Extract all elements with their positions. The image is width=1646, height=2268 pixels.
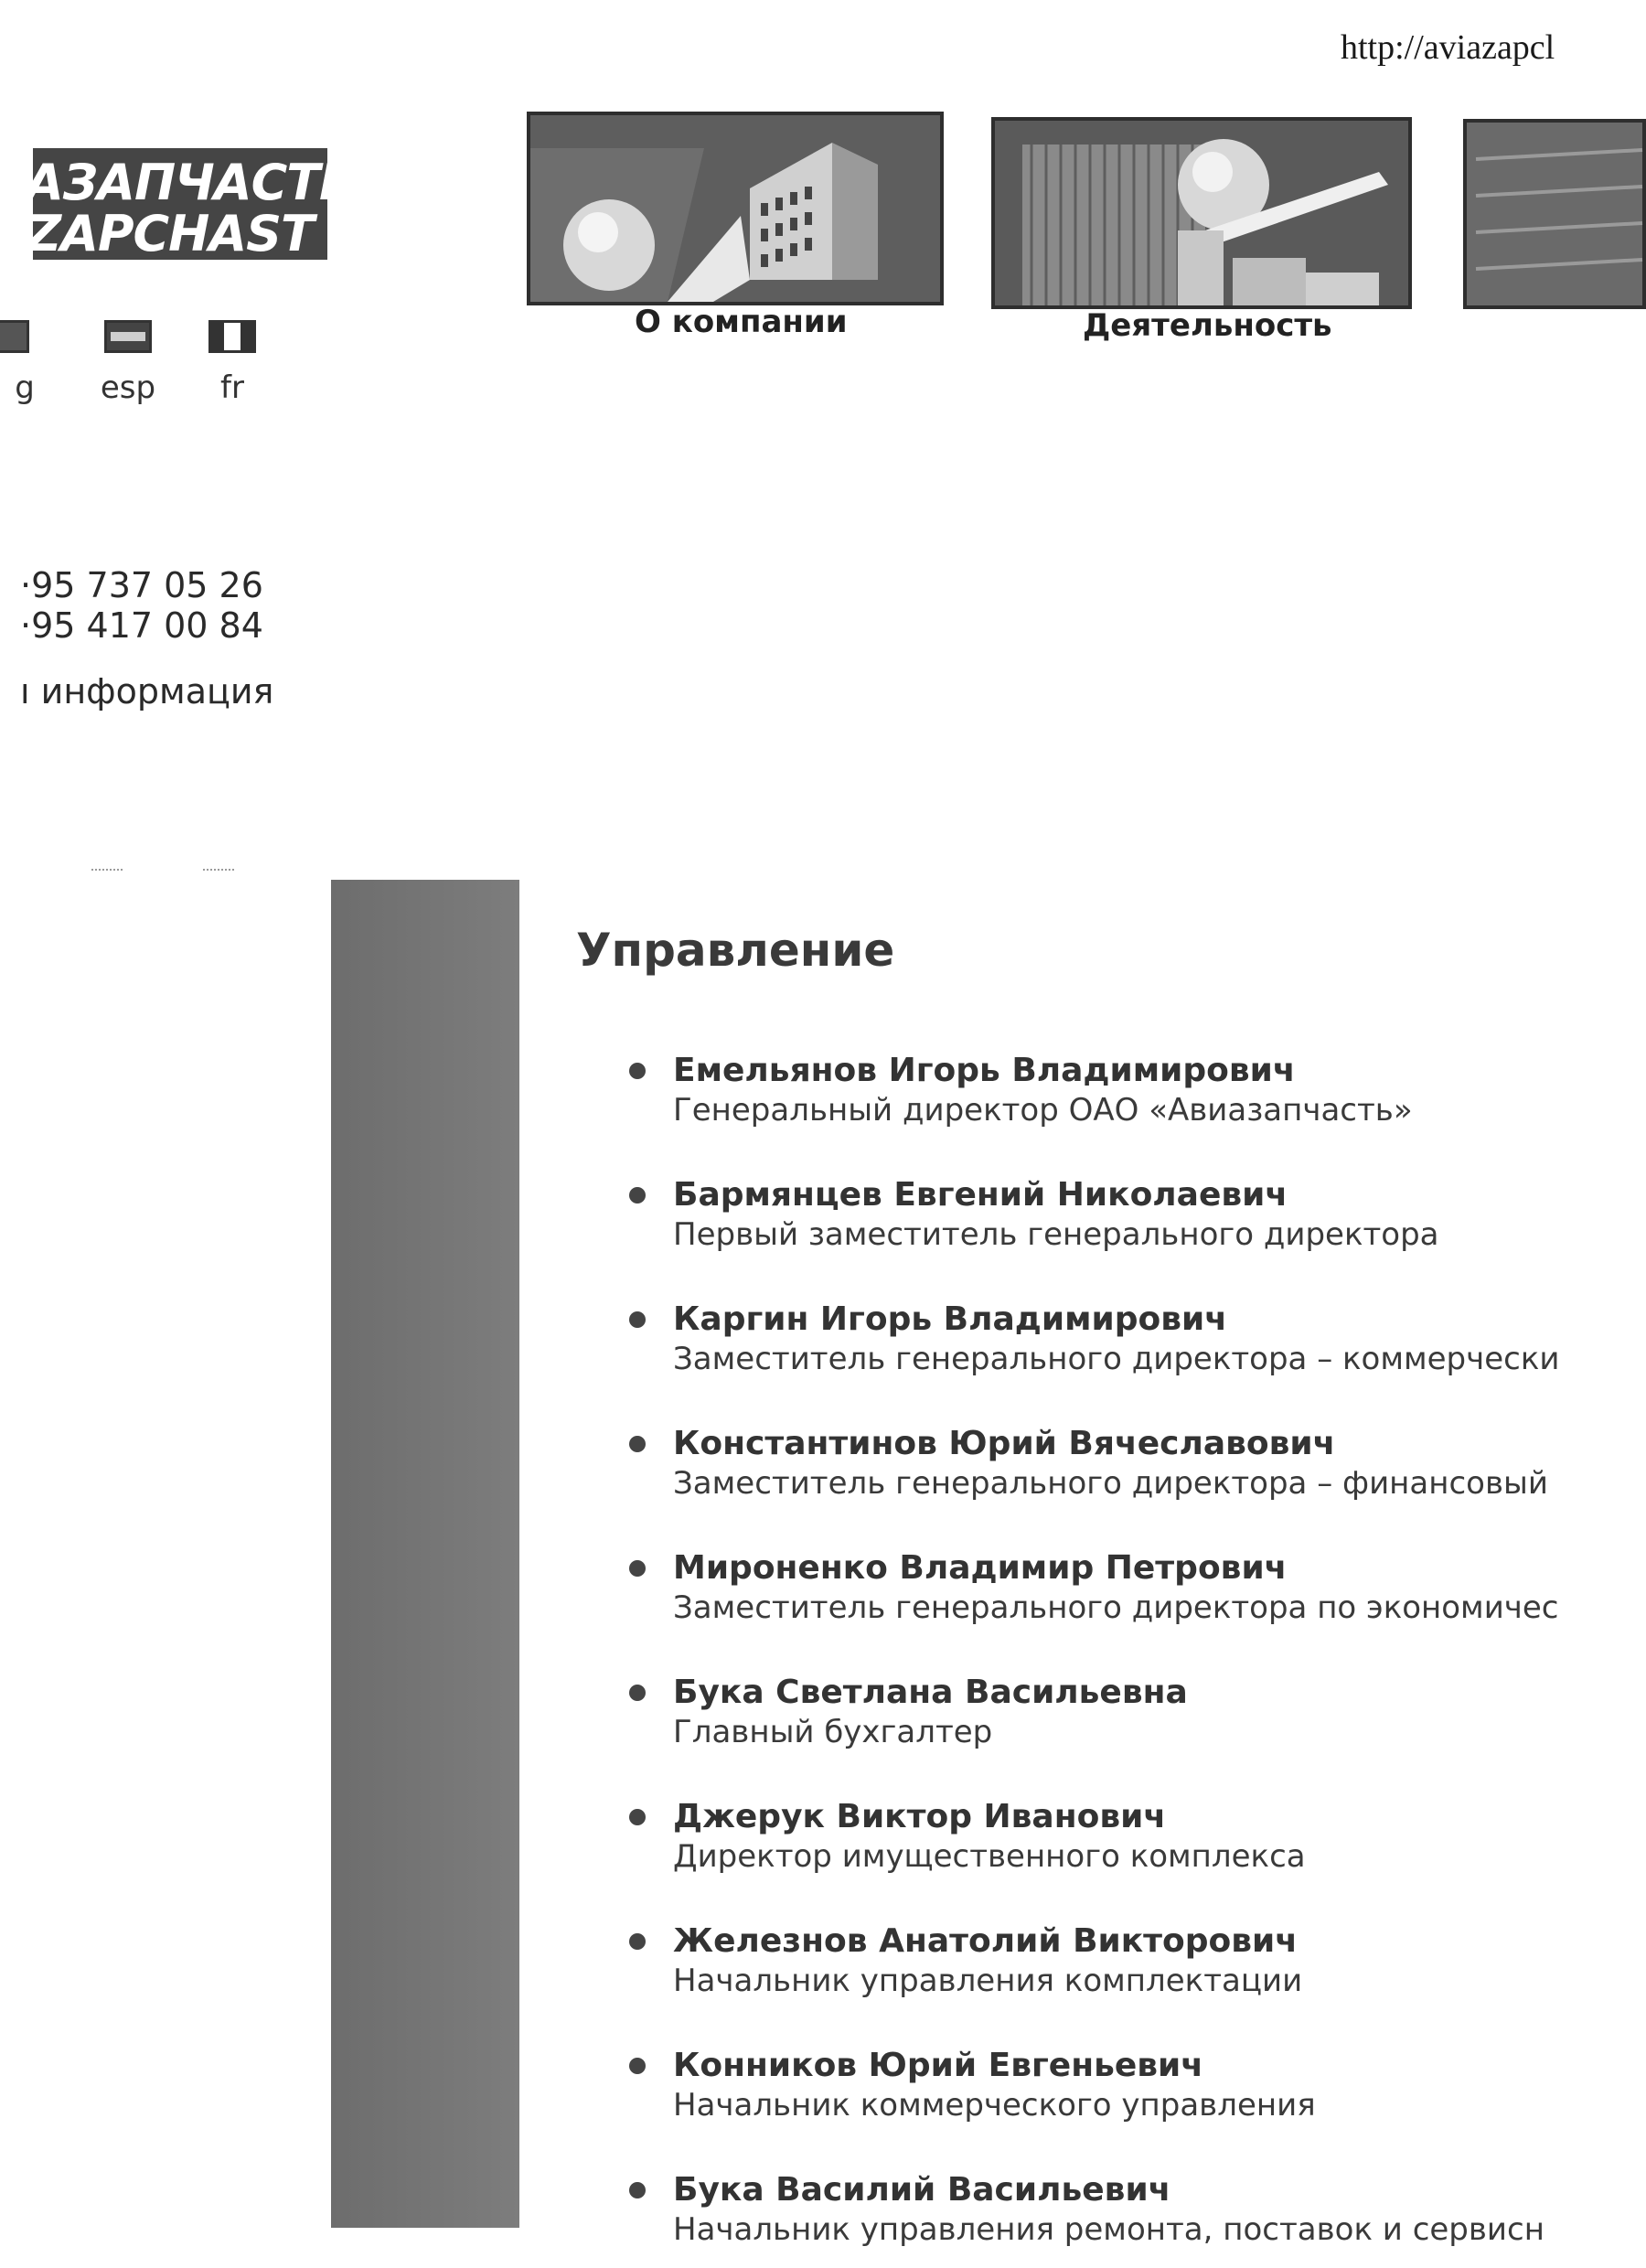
left-sidebar-bar (331, 880, 519, 2228)
bullet-icon (629, 2182, 646, 2198)
bullet-icon (629, 1560, 646, 1577)
third-nav-image (1463, 119, 1646, 309)
person-role: Первый заместитель генерального директора (673, 1216, 1439, 1253)
person-role: Заместитель генерального директора – финансовый (673, 1465, 1548, 1502)
activity-image (991, 117, 1412, 309)
person-role: Заместитель генерального директора по экономичес (673, 1589, 1559, 1626)
person-role: Начальник управления ремонта, поставок и сервисн (673, 2211, 1544, 2248)
person-role: Начальник управления комплектации (673, 1963, 1303, 1999)
nav-item-company[interactable] (527, 112, 944, 340)
divider (203, 869, 234, 871)
person-role: Директор имущественного комплекса (673, 1838, 1306, 1875)
language-esp[interactable] (95, 320, 161, 406)
logo-line-en: ZAPCHAST (26, 205, 314, 262)
bullet-icon (629, 2058, 646, 2074)
contact-info-link[interactable]: ı информация (20, 671, 274, 711)
nav-label-activity: Деятельность (1083, 307, 1332, 344)
person-name: Емельянов Игорь Владимирович (673, 1052, 1296, 1089)
bullet-icon (629, 1063, 646, 1079)
person-name: Железнов Анатолий Викторович (673, 1922, 1298, 1960)
page-title: Управление (576, 924, 895, 977)
bullet-icon (629, 1933, 646, 1950)
flag-icon (0, 320, 29, 353)
logo-line-ru: АЗАПЧАСТЬ (26, 154, 357, 211)
language-label: fr (220, 369, 244, 406)
person-name: Мироненко Владимир Петрович (673, 1549, 1288, 1587)
person-role: Главный бухгалтер (673, 1714, 993, 1750)
language-label: g (15, 369, 35, 406)
phone-number-1: ·95 737 05 26 (20, 565, 263, 605)
nav-item-third[interactable] (1463, 119, 1646, 309)
activity-illustration (995, 121, 1408, 305)
phone-number-2: ·95 417 00 84 (20, 605, 263, 646)
divider (91, 869, 123, 871)
page-url: http://aviazapcl (1341, 28, 1555, 67)
third-illustration (1467, 123, 1642, 305)
person-name: Константинов Юрий Вячеславович (673, 1425, 1336, 1462)
person-name: Бука Василий Васильевич (673, 2171, 1171, 2209)
building-illustration (530, 115, 940, 302)
bullet-icon (629, 1436, 646, 1452)
bullet-icon (629, 1809, 646, 1825)
bullet-icon (629, 1311, 646, 1328)
company-logo[interactable] (26, 148, 357, 262)
spain-flag-icon (104, 320, 152, 353)
language-bg[interactable] (0, 320, 55, 406)
bullet-icon (629, 1187, 646, 1204)
company-building-image (527, 112, 944, 305)
person-name: Каргин Игорь Владимирович (673, 1300, 1227, 1338)
language-label: esp (100, 369, 156, 406)
bullet-icon (629, 1685, 646, 1701)
nav-item-activity[interactable] (991, 117, 1412, 344)
person-role: Заместитель генерального директора – коммерчески (673, 1341, 1560, 1377)
person-role: Начальник коммерческого управления (673, 2087, 1316, 2124)
person-role: Генеральный директор ОАО «Авиазапчасть» (673, 1092, 1413, 1129)
france-flag-icon (208, 320, 256, 353)
person-name: Бука Светлана Васильевна (673, 1674, 1188, 1711)
person-name: Джерук Виктор Иванович (673, 1798, 1167, 1835)
nav-label-company: О компании (635, 304, 848, 340)
language-fr[interactable] (203, 320, 262, 406)
person-name: Конников Юрий Евгеньевич (673, 2047, 1203, 2084)
person-name: Бармянцев Евгений Николаевич (673, 1176, 1288, 1214)
